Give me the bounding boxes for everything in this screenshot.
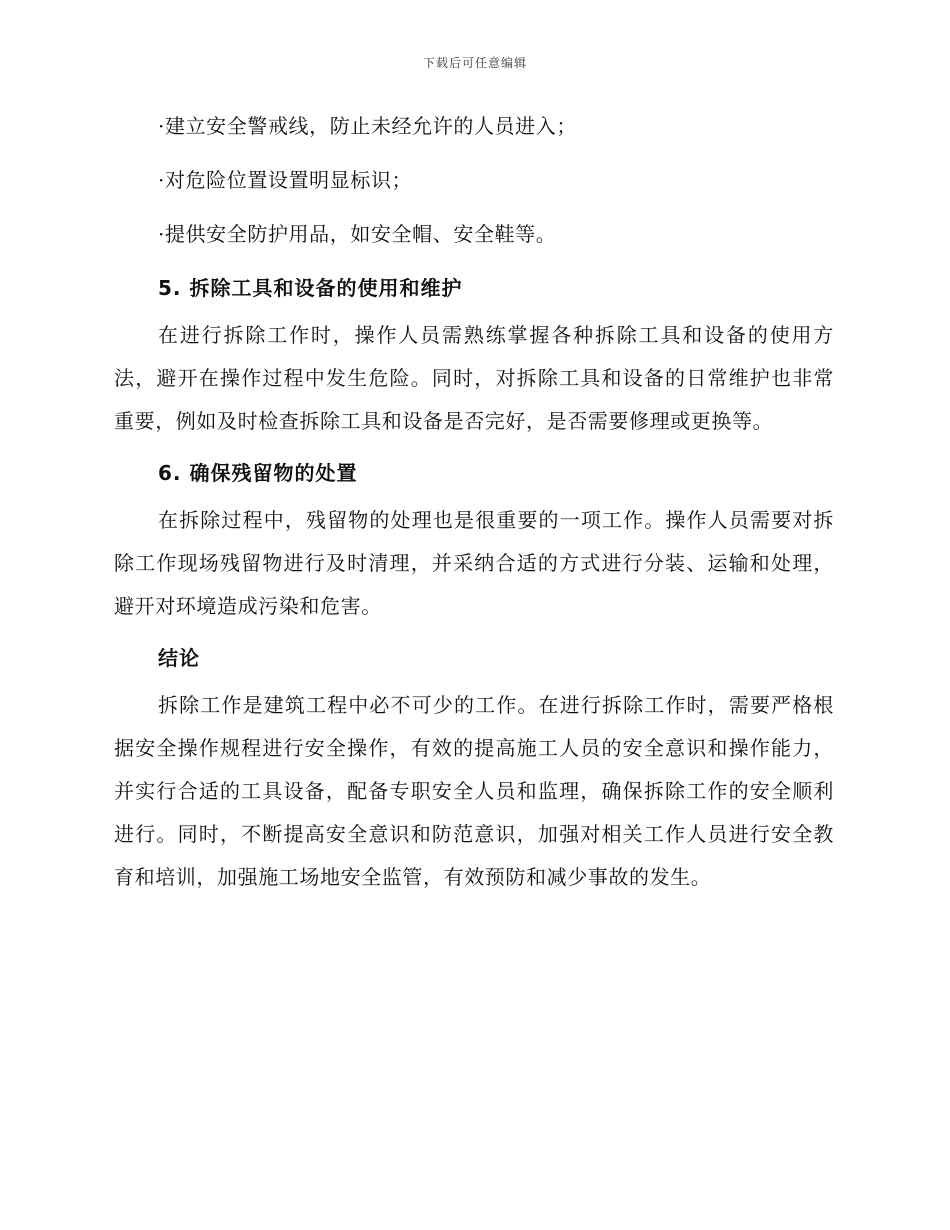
section-5-paragraph: 在进行拆除工作时，操作人员需熟练掌握各种拆除工具和设备的使用方法，避开在操作过程中发生危险。同时，对拆除工具和设备的日常维护也非常重要，例如及时检查拆除工具和设备是否完好，是否需要修理或更换等。 — [114, 323, 834, 433]
page-header: 下载后可任意编辑 — [422, 56, 527, 70]
section-5-heading: 5. 拆除工具和设备的使用和维护 — [158, 276, 463, 300]
conclusion-heading: 结论 — [158, 646, 200, 670]
document-body — [114, 106, 834, 909]
bullet-item: ·建立安全警戒线，防止未经允许的人员进入； — [158, 114, 577, 138]
section-6-paragraph: 在拆除过程中，残留物的处理也是很重要的一项工作。操作人员需要对拆除工作现场残留物进行及时清理，并采纳合适的方式进行分装、运输和处理，避开对环境造成污染和危害。 — [114, 508, 834, 618]
bullet-item: ·提供安全防护用品，如安全帽、安全鞋等。 — [158, 222, 557, 246]
bullet-item: ·对危险位置设置明显标识； — [158, 168, 413, 192]
conclusion-paragraph: 拆除工作是建筑工程中必不可少的工作。在进行拆除工作时，需要严格根据安全操作规程进行安全操作，有效的提高施工人员的安全意识和操作能力，并实行合适的工具设备，配备专职安全人员和监理，确保拆除工作的安全顺利进行。同时，不断提高安全意识和防范意识，加强对相关工作人员进行安全教育和培训，加强施工场地安全监管，有效预防和减少事故的发生。 — [114, 693, 834, 889]
section-6-heading: 6. 确保残留物的处置 — [158, 461, 358, 485]
